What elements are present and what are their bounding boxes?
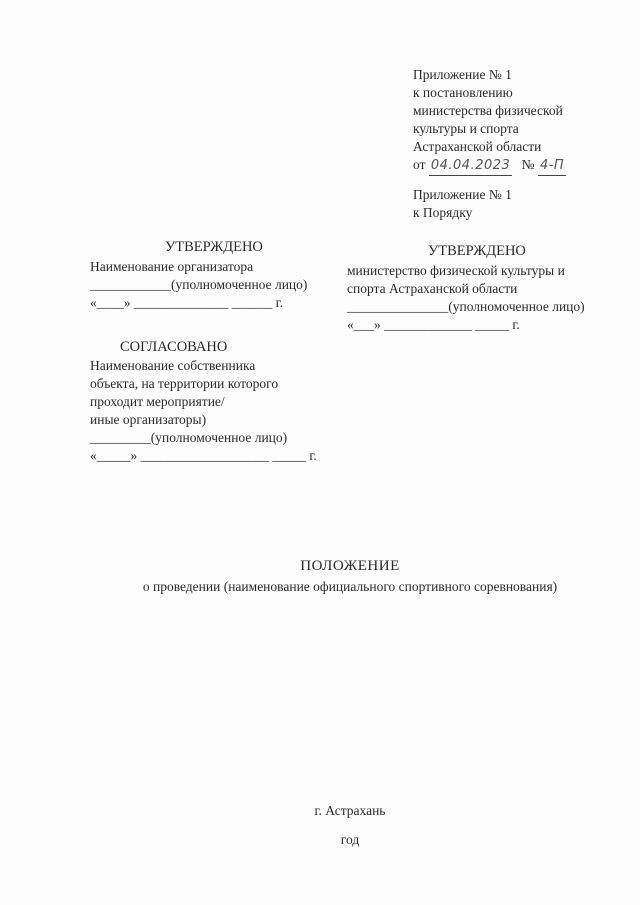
organizer-signatory-line: ____________(уполномоченное лицо) [90,277,308,292]
owner-signatory-line: _________(уполномоченное лицо) [90,430,288,445]
appendix-line-5: Астраханской области [413,139,542,154]
organizer-name-label: Наименование организатора [90,259,254,274]
owner-line-4: иные организаторы) [90,412,207,427]
document-title: ПОЛОЖЕНИЕ [300,558,400,574]
handwritten-number: 4-П [538,157,566,176]
date-prefix: от [413,157,426,172]
city-label: г. Астрахань [314,803,386,818]
appendix-order-line-2: к Порядку [413,205,473,220]
owner-line-2: объекта, на территории которого [90,376,279,391]
owner-line-1: Наименование собственника [90,358,256,373]
appendix-line-4: культуры и спорта [413,121,519,136]
appendix-block [413,66,566,176]
owner-date-line: «_____» ___________________ _____ г. [90,448,317,463]
appendix-line-1: Приложение № 1 [413,67,512,82]
agreed-block [90,357,317,465]
handwritten-date: 04.04.2023 [429,157,512,176]
appendix-date-row [413,156,566,176]
appendix-order-line-1: Приложение № 1 [413,187,512,202]
document-subtitle: о проведении (наименование официального спортивного соревнования) [142,579,558,594]
organizer-date-line: «____» ______________ ______ г. [90,295,284,310]
approved-right-block [347,262,585,334]
agreed-heading: СОГЛАСОВАНО [120,339,228,355]
ministry-line-2: спорта Астраханской области [347,281,518,296]
ministry-date-line: «___» _____________ _____ г. [347,317,520,332]
approved-left-heading: УТВЕРЖДЕНО [165,239,263,255]
year-label: год [340,832,360,847]
approved-right-heading: УТВЕРЖДЕНО [428,243,526,259]
appendix-line-3: министерства физической [413,103,563,118]
ministry-signatory-line: _______________(уполномоченное лицо) [347,299,585,314]
number-prefix: № [521,157,535,172]
approved-left-block [90,258,307,312]
ministry-line-1: министерство физической культуры и [347,263,565,278]
owner-line-3: проходит мероприятие/ [90,394,225,409]
appendix-line-2: к постановлению [413,85,513,100]
appendix-order-block [413,186,512,222]
